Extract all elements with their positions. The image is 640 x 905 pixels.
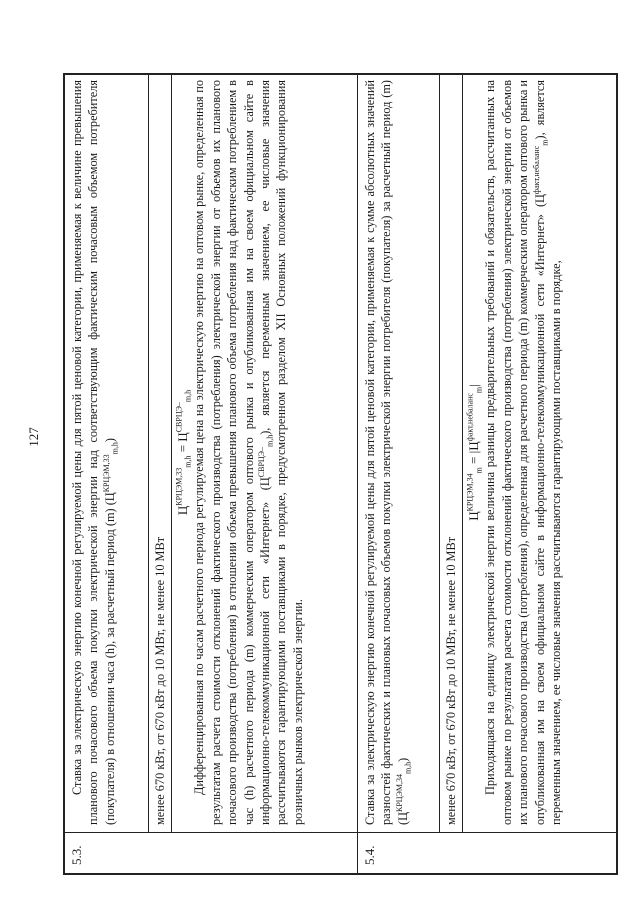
row-title: Ставка за электрическую энергию конечной регулируемой цены для пятой ценовой категории, применяемая к сумме абсолютных значений разностей фактических и плановых почасовых объемов покупки электрической энергии потребителя (покупателя) за расчетный период (m) $(Ц^{КРЦЭМ,34}_{m,h})$ [363,80,413,825]
subheader-divider [148,75,149,833]
row-subheader: менее 670 кВт, от 670 кВт до 10 МВт, не менее 10 МВт [153,536,167,825]
row-title: Ставка за электрическую энергию конечной регулируемой цены для пятой ценовой категории, применяемая к величине превышения планового почасового объема покупки электрической энергии над соответствующим фактическим почасовым объемом потребителя (покупателя) в отношении часа (h), за расчетный период (m) $(Ц^{КРЦЭМ,33}_{m,h})$ [70,80,120,825]
formula: $Ц^{КРЦЭМ,34}_m = |Ц^{факт,небаланс}_m|$ [465,384,484,521]
subheader-divider [171,75,172,833]
page-number: 127 [26,427,41,447]
row-number: 5.3. [69,845,84,865]
row-body: $Ц^{КРЦЭМ,34}_m = |Ц^{факт,небаланс}_m|$ Приходящаяся на единицу электрической энергии величина разницы предварительных требований и обязательств, рассчитанных на оптовом рынке по результатам расчета стоимости отклонений фактического производства (потребления) электрической энергии от объемов их планового почасового производства (потребления), определенная для расчетного периода (m) коммерческим оператором оптового рынка и опубликованная им на своем официальном сайте в информационно-телекоммуникационной сети «Интернет» $(Ц^{факт,небаланс}_m)$, является переменным значением, ее числовые значения рассчитываются гарантирующими поставщиками в порядке, [465,80,564,825]
subheader-divider [439,75,440,833]
row-number: 5.4. [362,845,377,865]
formula: $Ц^{КРЦЭМ,33}_{m,h} = Ц^{СВРЦЭ-}_{m,h}$ [174,389,193,516]
row-subheader: менее 670 кВт, от 670 кВт до 10 МВт, не менее 10 МВт [444,536,458,825]
subheader-divider [462,75,463,833]
row-divider [357,75,358,873]
row-body: $Ц^{КРЦЭМ,33}_{m,h} = Ц^{СВРЦЭ-}_{m,h}$ Дифференцированная по часам расчетного периода регулируемая цена на электрическую энергию на оптовом рынке, определенная по результатам расчета стоимости отклонений фактического производства (потребления) электрической энергии от объемов их планового почасового производства (потребления) в отношении объема превышения планового объема потребления над фактическим потреблением в час (h) расчетного периода (m) коммерческим оператором оптового рынка и опубликованная им на своем официальном сайте в информационно-телекоммуникационной сети «Интернет» $(Ц^{СВРЦЭ-}_{m,h})$, является переменным значением, ее числовые значения рассчитываются гарантирующими поставщиками в порядке, предусмотренном разделом XII Основных положений функционирования розничных рынков электрической энергии. [174,80,305,825]
tariff-table [63,73,618,875]
